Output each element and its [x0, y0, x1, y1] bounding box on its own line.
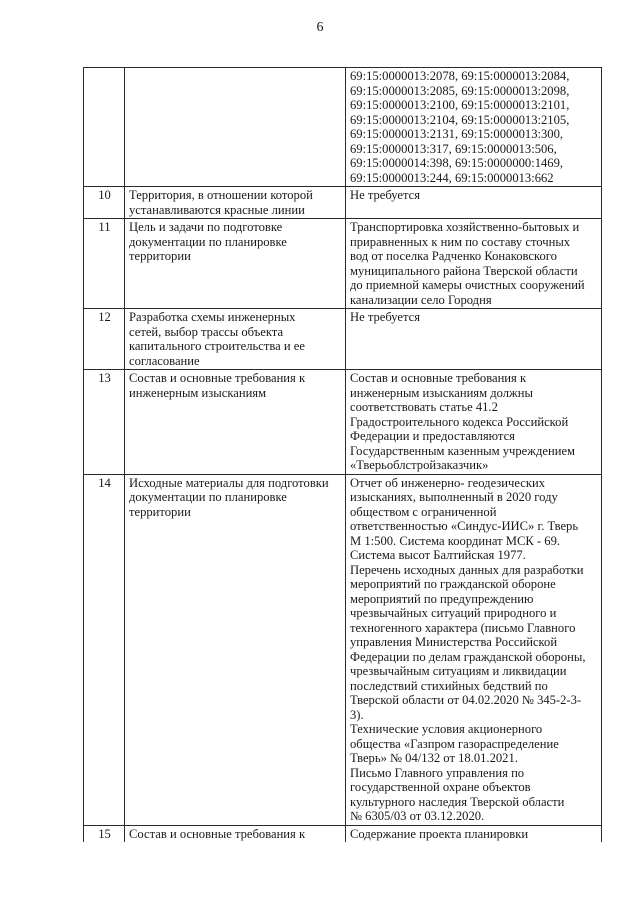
parameter-value-line: Тверской области от 04.02.2020 № 345-2-3- — [350, 693, 582, 707]
parameter-value-line: Перечень исходных данных для разработки — [350, 562, 584, 577]
requirements-table — [83, 67, 602, 842]
parameter-value-line: Транспортировка хозяйственно-бытовых и — [350, 220, 580, 234]
parameter-value-line: Технические условия акционерного — [350, 722, 543, 736]
table-row — [84, 474, 602, 825]
page-number: 6 — [316, 20, 324, 35]
parameter-name-line: Состав и основные требования к — [129, 371, 306, 385]
parameter-value-line: культурного наследия Тверской области — [350, 794, 565, 809]
parameter-value-line: чрезвычайным ситуациям и ликвидации — [350, 664, 567, 678]
parameter-name-cell — [125, 825, 346, 842]
parameter-value-line: последствий стихийных бедствий по — [350, 678, 548, 693]
parameter-value-line: М 1:500. Система координат МСК - 69. — [350, 533, 561, 548]
row-number: 13 — [84, 370, 125, 475]
parameter-name-cell — [125, 370, 346, 475]
parameter-value-line: 69:15:0000013:317, 69:15:0000013:506, — [350, 141, 557, 156]
row-number: 15 — [84, 825, 125, 842]
parameter-value-line: приравненных к ним по составу сточных — [350, 234, 571, 249]
parameter-name-cell — [125, 187, 346, 219]
parameter-value-line: Тверь» № 04/132 от 18.01.2021. — [350, 751, 518, 765]
parameter-value-line: 69:15:0000014:398, 69:15:0000000:1469, — [350, 156, 564, 170]
row-number — [84, 68, 125, 187]
parameter-value-cell — [346, 309, 602, 370]
parameter-name-line: инженерным изысканиям — [129, 385, 267, 400]
table-row — [84, 187, 602, 219]
parameter-value-line: Система высот Балтийская 1977. — [350, 548, 526, 562]
parameter-name-line: устанавливаются красные линии — [129, 202, 305, 217]
parameter-value-line: чрезвычайных ситуаций природного и — [350, 606, 557, 620]
parameter-name-line: сетей, выбор трассы объекта — [129, 324, 284, 339]
parameter-value-cell — [346, 370, 602, 475]
parameter-name-line: Территория, в отношении которой — [129, 188, 313, 202]
parameter-value-line: Не требуется — [350, 310, 421, 324]
parameter-name-line: Исходные материалы для подготовки — [129, 475, 329, 490]
parameter-value-line: управления Министерства Российской — [350, 635, 558, 649]
row-number: 10 — [84, 187, 125, 219]
parameter-value-line: мероприятий по предупреждению — [350, 591, 534, 606]
parameter-value-line: муниципального района Тверской области — [350, 263, 578, 278]
parameter-value-line: общества «Газпром газораспределение — [350, 736, 559, 751]
parameter-value-line: до приемной камеры очистных сооружений — [350, 278, 585, 292]
table-row — [84, 219, 602, 309]
parameter-value-line: государственной охране объектов — [350, 780, 531, 794]
parameter-name-cell — [125, 219, 346, 309]
parameter-value-line: 3). — [350, 707, 364, 722]
row-number: 14 — [84, 474, 125, 825]
parameter-value-line: Не требуется — [350, 188, 421, 202]
parameter-value-line: ответственностью «Синдус-ИИС» г. Тверь — [350, 519, 579, 533]
parameter-name-line: Разработка схемы инженерных — [129, 310, 296, 324]
parameter-name-line: согласование — [129, 353, 200, 368]
parameter-value-line: вод от поселка Радченко Конаковского — [350, 249, 557, 263]
parameter-value-line: 69:15:0000013:2085, 69:15:0000013:2098, — [350, 83, 570, 98]
parameter-value-line: техногенного характера (письмо Главного — [350, 620, 576, 635]
parameter-name-line: территории — [129, 249, 191, 263]
parameter-value-line: 69:15:0000013:2100, 69:15:0000013:2101, — [350, 98, 570, 112]
parameter-name-line: Состав и основные требования к — [129, 826, 306, 841]
parameter-name-cell — [125, 309, 346, 370]
parameter-value-line: обществом с ограниченной — [350, 504, 497, 519]
parameter-value-line: № 6305/03 от 03.12.2020. — [350, 809, 485, 823]
parameter-value-line: Содержание проекта планировки — [350, 826, 529, 841]
parameter-value-line: инженерным изысканиям должны — [350, 385, 533, 400]
parameter-value-cell — [346, 187, 602, 219]
parameter-value-line: Отчет об инженерно- геодезических — [350, 475, 546, 490]
parameter-value-cell — [346, 219, 602, 309]
parameter-value-line: Состав и основные требования к — [350, 371, 527, 385]
parameter-name-line: документации по планировке — [129, 234, 287, 249]
parameter-value-line: Федерации и предоставляются — [350, 429, 515, 443]
parameter-value-line: Федерации по делам гражданской обороны, — [350, 649, 586, 664]
parameter-value-cell — [346, 474, 602, 825]
parameter-name-line: капитального строительства и ее — [129, 339, 305, 353]
parameter-name-cell — [125, 68, 346, 187]
parameter-value-line: изысканиях, выполненный в 2020 году — [350, 490, 558, 504]
parameter-value-line: соответствовать статье 41.2 — [350, 400, 498, 414]
table-row — [84, 309, 602, 370]
parameter-value-line: канализации село Городня — [350, 292, 492, 307]
parameter-value-line: Письмо Главного управления по — [350, 765, 525, 780]
parameter-name-line: документации по планировке — [129, 490, 287, 504]
parameter-value-line: Градостроительного кодекса Российской — [350, 414, 569, 429]
parameter-name-line: Цель и задачи по подготовке — [129, 220, 283, 234]
parameter-name-line: территории — [129, 504, 191, 519]
row-number: 11 — [84, 219, 125, 309]
table-row — [84, 68, 602, 187]
parameter-value-line: «Тверьоблстройзаказчик» — [350, 458, 489, 472]
parameter-value-line: 69:15:0000013:2104, 69:15:0000013:2105, — [350, 112, 570, 127]
parameter-value-line: Государственным казенным учреждением — [350, 443, 576, 458]
row-number: 12 — [84, 309, 125, 370]
parameter-value-cell — [346, 68, 602, 187]
parameter-value-line: 69:15:0000013:244, 69:15:0000013:662 — [350, 170, 554, 185]
parameter-name-cell — [125, 474, 346, 825]
parameter-value-line: мероприятий по гражданской обороне — [350, 577, 556, 591]
table-row — [84, 825, 602, 842]
parameter-value-cell — [346, 825, 602, 842]
parameter-value-line: 69:15:0000013:2078, 69:15:0000013:2084, — [350, 69, 570, 83]
parameter-value-line: 69:15:0000013:2131, 69:15:0000013:300, — [350, 127, 564, 141]
table-row — [84, 370, 602, 475]
